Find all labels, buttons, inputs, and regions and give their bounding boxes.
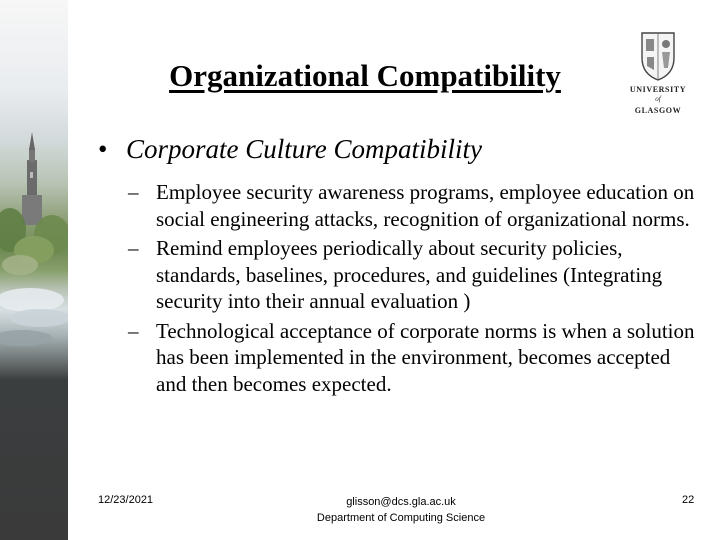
logo-line-glasgow: GLASGOW (634, 106, 682, 115)
slide-number: 22 (682, 494, 695, 506)
logo-line-of: of (655, 95, 661, 103)
sub-bullet-text: Remind employees periodically about security policies, standards, baselines, procedures, and guidelines (Integrating security into their annual evaluation ) (156, 236, 663, 313)
sub-bullet-list (128, 179, 698, 400)
footer-date: 12/23/2021 (98, 494, 154, 506)
university-tower-image (0, 0, 68, 540)
sub-bullet-dash: – (128, 318, 139, 343)
side-photo-strip (0, 0, 68, 540)
footer-department: Department of Computing Science (316, 512, 486, 524)
sub-bullet (128, 318, 698, 398)
sub-bullet-dash: – (128, 180, 139, 204)
university-logo (622, 30, 694, 125)
footer-email: glisson@dcs.gla.ac.uk (346, 496, 456, 508)
sub-bullet-dash: – (128, 236, 139, 260)
bullet-text: Corporate Culture Compatibility (126, 134, 483, 164)
footer-center (300, 494, 502, 526)
sub-bullet-text: Technological acceptance of corporate norms is when a solution has been implemented in the environment, becomes accepted and then becomes expected. (156, 318, 695, 396)
bullet-symbol: • (98, 134, 108, 164)
slide-title: Organizational Compatibility (169, 58, 561, 93)
main-bullet (98, 134, 482, 165)
logo-line-university: UNIVERSITY (629, 85, 687, 94)
sub-bullet-text: Employee security awareness programs, employee education on social engineering attacks, recognition of organizational norms. (156, 180, 695, 231)
crest-icon (639, 30, 677, 82)
sub-bullet (128, 235, 698, 315)
sub-bullet (128, 179, 698, 232)
